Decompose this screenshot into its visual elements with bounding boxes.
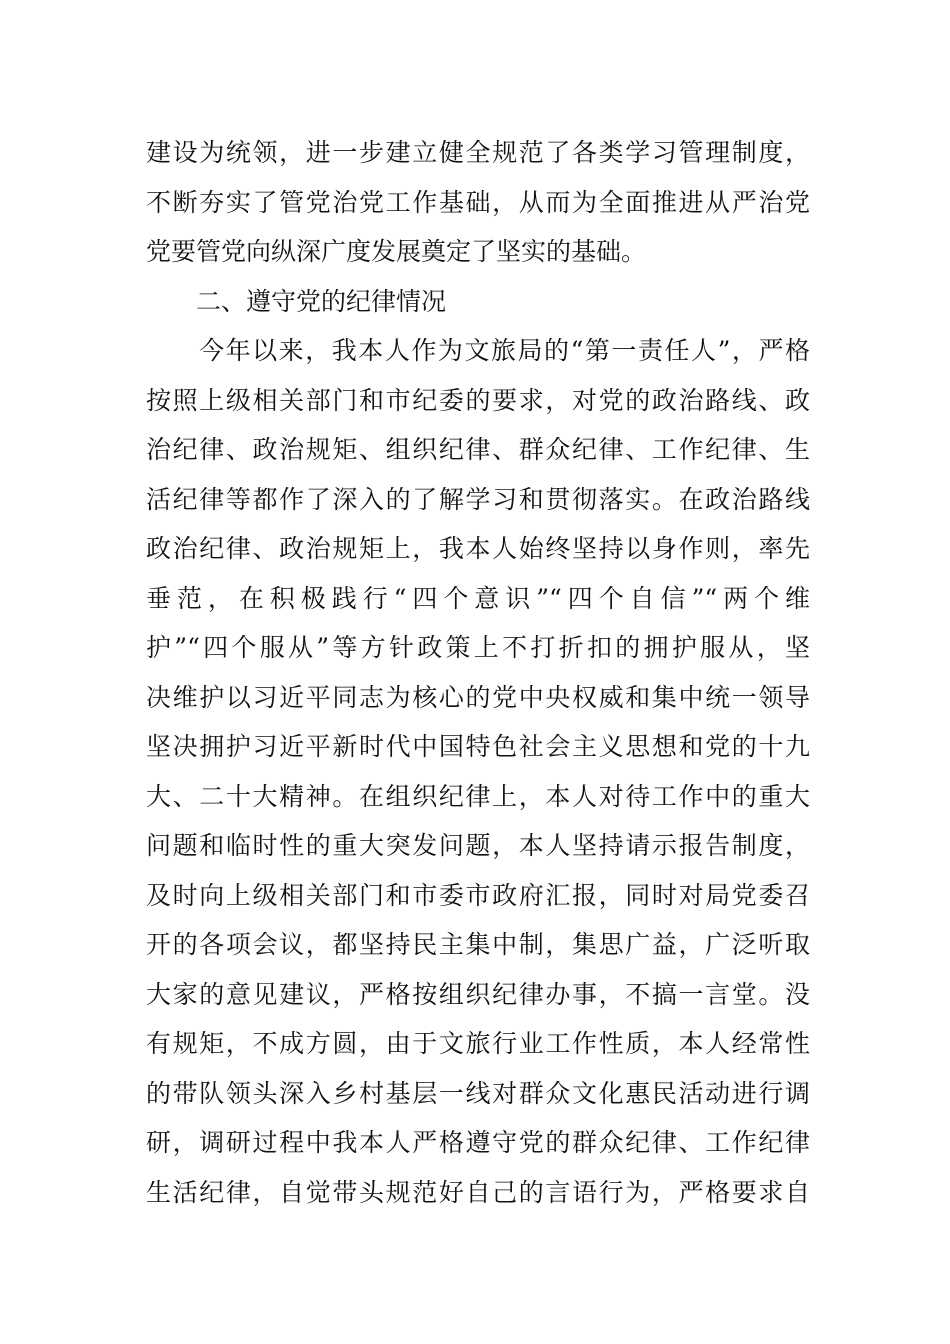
text-line: 坚决拥护习近平新时代中国特色社会主义思想和党的十九 [146, 732, 810, 761]
text-line: 决维护以习近平同志为核心的党中央权威和集中统一领导 [146, 682, 810, 712]
text-line: 政治纪律、政治规矩上，我本人始终坚持以身作则，率先 [146, 534, 810, 563]
text-line: 大、二十大精神。在组织纪律上，本人对待工作中的重大 [146, 781, 810, 811]
text-line: 大家的意见建议，严格按组织纪律办事，不搞一言堂。没 [146, 979, 810, 1009]
text-line: 活纪律等都作了深入的了解学习和贯彻落实。在政治路线 [146, 484, 810, 514]
text-line: 开的各项会议，都坚持民主集中制，集思广益，广泛听取 [146, 930, 810, 959]
text-line: 今年以来，我本人作为文旅局的“第一责任人”，严格 [146, 336, 810, 365]
section-heading: 二、遵守党的纪律情况 [146, 286, 447, 316]
text-line: 护”“四个服从”等方针政策上不打折扣的拥护服从，坚 [146, 633, 810, 662]
document-body [146, 128, 810, 1217]
text-line: 问题和临时性的重大突发问题，本人坚持请示报告制度， [146, 831, 810, 860]
text-line: 不断夯实了管党治党工作基础，从而为全面推进从严治党 [146, 187, 810, 217]
text-line: 生活纪律，自觉带头规范好自己的言语行为，严格要求自 [146, 1177, 810, 1207]
text-line: 垂范，在积极践行“四个意识”“四个自信”“两个维 [146, 583, 810, 613]
text-line: 治纪律、政治规矩、组织纪律、群众纪律、工作纪律、生 [146, 435, 810, 464]
text-line: 按照上级相关部门和市纪委的要求，对党的政治路线、政 [146, 385, 810, 415]
text-line: 建设为统领，进一步建立健全规范了各类学习管理制度， [146, 138, 810, 167]
text-line: 党要管党向纵深广度发展奠定了坚实的基础。 [146, 237, 647, 266]
text-line: 的带队领头深入乡村基层一线对群众文化惠民活动进行调 [146, 1078, 810, 1108]
text-line: 研，调研过程中我本人严格遵守党的群众纪律、工作纪律 [146, 1128, 810, 1157]
text-line: 及时向上级相关部门和市委市政府汇报，同时对局党委召 [146, 880, 810, 910]
text-line: 有规矩，不成方圆，由于文旅行业工作性质，本人经常性 [146, 1029, 810, 1058]
